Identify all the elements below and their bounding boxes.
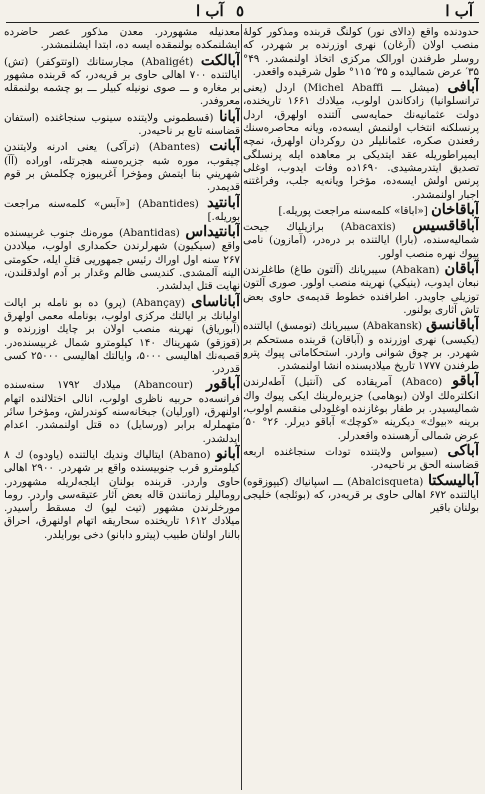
entry-headword: آباليسكتا bbox=[427, 471, 479, 489]
entry-headword: آباقاخان bbox=[431, 200, 479, 218]
dictionary-entry bbox=[243, 317, 479, 373]
entry-headword: آبانو bbox=[215, 444, 240, 462]
entry-text: (Abaco) آمريقاده كی (آنتيل) آطه‌لرندن انكلتره‌لك اولان (بوهامی) جزيره‌لرينك ايكی پيوك واك شماليسيدر. بر طفار بوغازنده اوغلودلی منقسم اولوب، برينه «بيوك» ديكرينه «كوچك» آباقو ديرلر. ۲۶° ۵۰′ عرض شمالی آرهسنده واقعدرلر. bbox=[243, 376, 479, 442]
page-number: ٥ bbox=[236, 2, 245, 20]
dictionary-entry bbox=[243, 202, 479, 218]
dictionary-entry bbox=[243, 261, 479, 317]
right-running-head: آب ا bbox=[445, 2, 473, 20]
entry-headword: آبانتيد bbox=[207, 193, 240, 211]
dictionary-entry bbox=[4, 26, 240, 53]
dictionary-entry bbox=[243, 218, 479, 261]
entry-headword: آباقان bbox=[444, 260, 479, 278]
column-separator bbox=[241, 24, 242, 790]
dictionary-entry bbox=[243, 443, 479, 473]
entry-text: (Abalcisqueta) ـــ اسپانياك (كيپوزقوه) ايالتنده ۶۷۲ اهالی حاوی بر قريه‌در، كه (بوئلجه) خليجی بولنان باقير bbox=[243, 475, 479, 515]
entry-headword: آباقو bbox=[452, 372, 479, 390]
dictionary-entry bbox=[4, 53, 240, 109]
page-header bbox=[0, 0, 485, 22]
left-running-head: آب ا bbox=[196, 2, 224, 20]
entry-headword: آبافی bbox=[447, 78, 479, 96]
right-column bbox=[243, 26, 479, 790]
entry-text: (Abaligét) مجارستانك (اوتتوكفر) (تش) ايالتنده ۷۰۰ اهالی حاوی بر قريه‌در، كه قربنده مشهور بر مغاره و ـــ صوی نونيله كبيلر ـــ بو چشمه بولنمقله معروفدر. bbox=[4, 55, 240, 108]
entry-headword: آباقانسق bbox=[426, 316, 479, 334]
dictionary-entry bbox=[243, 26, 479, 79]
entry-text: (ميشل ـــ Michel Abaffi) اردل (يعنی ترانسلوانيا) زادكاندن اولوب، ميلادك ۱۶۶۱ تاريخنده، دولت عثمانيه‌نك حمايه‌سی آلتنده اولهرق، اردل پرنسلكنه انتخاب اولنمش ايسه‌ده، ويانه محاصره‌سنك رفعندن صكره، عثمانليلر دن روكردان اولهرق، نمچه ايمپراطوريله عقد ايتديكی بر معاهده ايله پرنسلگی تصديق ايتدرمشيدی. ۱۶۹۰ده وفات ايدوب، اوغلی پرنس اولش ايسه‌ده، مؤخرا ويانه‌يه جلب، وفراغتنه اجبار اولنمشدر. bbox=[243, 82, 479, 201]
entry-headword: آباقور bbox=[206, 375, 240, 393]
dictionary-entry bbox=[4, 376, 240, 445]
entry-headword: آبانتيداس bbox=[185, 223, 240, 241]
entry-text: (Abacaxis) برازيلياك جيحت شماليه‌سنده، (بارا) ايالتنده بر دره‌در، (آمازون) نامی پيوك نهره منصب اولور. bbox=[243, 221, 479, 260]
dictionary-entry bbox=[4, 446, 240, 542]
dictionary-entry bbox=[243, 473, 479, 516]
entry-text: (سيواس ولايتنده تودات سنجاغنده اربعه قضاسنه الحق بر ناحيه‌در. bbox=[243, 445, 479, 472]
entry-text: (قسطمونی ولايتنده سينوب سنجاغنده (استفان قضاسنه تابع بر ناحيه‌در. bbox=[4, 111, 240, 138]
entry-text: حدودنده واقع (دالای نور) کولنگ قربنده ومذکور کولۀ منصب اولان (آرغان) نهری اوزرنده بر شهردر، که روسلر طرفندن اورالک مرکزی اتخاذ اولنمشدر. ۴۹° ۳۵′ عرض شمالیده و ۳۵′ ۱۱۵° طول شرقیده واقعدر. bbox=[243, 26, 479, 78]
entry-text: (Abantidas) موره‌نك جنوب غربيسنده واقع (سيكيون) شهرلرندن حكمداری اولوب، ميلاددن ۲۶۷ سنه اول اوراك رئيس جمهوريی قتل ايله، حكومتی الينه آلمشدی. كنديسی ظالم وغدار بر آدم اولدقلندن، نهايت قتل ايدلشدر. bbox=[4, 227, 240, 293]
entry-headword: آباقاقسيس bbox=[412, 217, 479, 235]
entry-text: (Abano) ايتالياك ونديك ايالتنده (ياودوه) ك ۸ كيلومترو قرب جنوبيسنده واقع بر شهردر. ۲۹۰۰ اهالی حاوی واردر. قربنده بولنان ايلجه‌لريله مشهوردر. روماليلر زمانندن قاله بعض آثار عتيقه‌سی واردر. روما مورخلرندن مشهور (تيت ليو) ك مسقط رأسيدر. ميلادك ۱۶۱۲ تاريخنده سحاريقه اتهام اولنهرق، احراق بالنار اولنان طبيب (پيترو دابانو) دخی بورايلدر. bbox=[4, 448, 240, 541]
left-column bbox=[4, 26, 240, 790]
entry-text: (Abakansk) سيبريانك (تومسق) ايالتنده (يكيسی) نهری اوزرنده و (آباقان) قربنده مستحكم بر شهردر. بر چوق شوانی واردر. استحكاماتی پيوك پترو طرفندن ۱۷۷۷ تاريخ ميلاديسنده انشا اولنمشدر. bbox=[243, 320, 479, 373]
entry-text: (Abakan) سيبريانك (آلتون طاغ) طاغلرندن نبعان ايدوب، (ينيكي) نهرينه منصب اولور. صوری آلتون توزيلی جاويدر. اطرافنده خطوط قديمه‌ی حاوی بعض تاش آثاری بولنور. bbox=[243, 264, 479, 316]
entry-text: (Abançay) (پرو) ده بو نامله بر ايالت اولبانك بر ايالتك مركزی اولوب، بونامله معمی اولهرق (آبوریاق) نهرينه منصب اولان بر چايك اوزرنده و (قوزقو) شهريناك ۱۴۰ كيلومترو شمال غربيسنده‌در. قصبه‌نك اهاليسی ۵۰۰۰، وايالتك اهاليسی ۲۵۰۰۰ كسی قدردر. bbox=[4, 296, 240, 376]
dictionary-entry bbox=[4, 138, 240, 194]
dictionary-entry bbox=[4, 195, 240, 225]
entry-text: (Abancour) ميلادك ۱۷۹۲ سنه‌سنده فرانسه‌ده حربيه ناظری اولوب، انالی اختلالنده اتهام اولنهرق، (اورليان) جبخانه‌سنه كوندرلش، ومؤخرا سائر متهملرله برابر (ورسايل) ده قتل اولنمشدر. اعدام ايدلشدر. bbox=[4, 379, 240, 445]
entry-headword: آباكی bbox=[447, 441, 479, 459]
entry-text: (Abantes) (ترآكی) يعنی ادرنه ولايتندن چيقوب، موره شبه جزيره‌سنه هجرتله، اوراده (آآ) شهريني بنا ايتمش ومؤخرا آغريبوزه چكلمش بر قوم قديمدر. bbox=[4, 141, 240, 194]
entry-text: معدنيله مشهوردر. معدن مذكور عصر حاضرده ايشلنمكده بولنمقده ايسه ده، ابتدا ايشلنمشدر. bbox=[4, 26, 240, 52]
dictionary-entry bbox=[243, 373, 479, 442]
entry-text: [«اباقا» كلمه‌سنه مراجعت پوريله.] bbox=[278, 204, 428, 217]
entry-text: (Abantides) [«آبس» كلمه‌سنه مراجعت بوريله.] bbox=[4, 197, 240, 223]
header-rule bbox=[6, 22, 479, 23]
entry-headword: آبانا bbox=[219, 107, 240, 125]
entry-headword: آباناسای bbox=[191, 292, 240, 310]
dictionary-entry bbox=[4, 294, 240, 377]
dictionary-entry bbox=[4, 224, 240, 293]
entry-headword: آبانت bbox=[209, 137, 240, 155]
dictionary-entry bbox=[4, 109, 240, 139]
dictionary-entry bbox=[243, 79, 479, 202]
entry-headword: آبالكت bbox=[200, 51, 240, 69]
